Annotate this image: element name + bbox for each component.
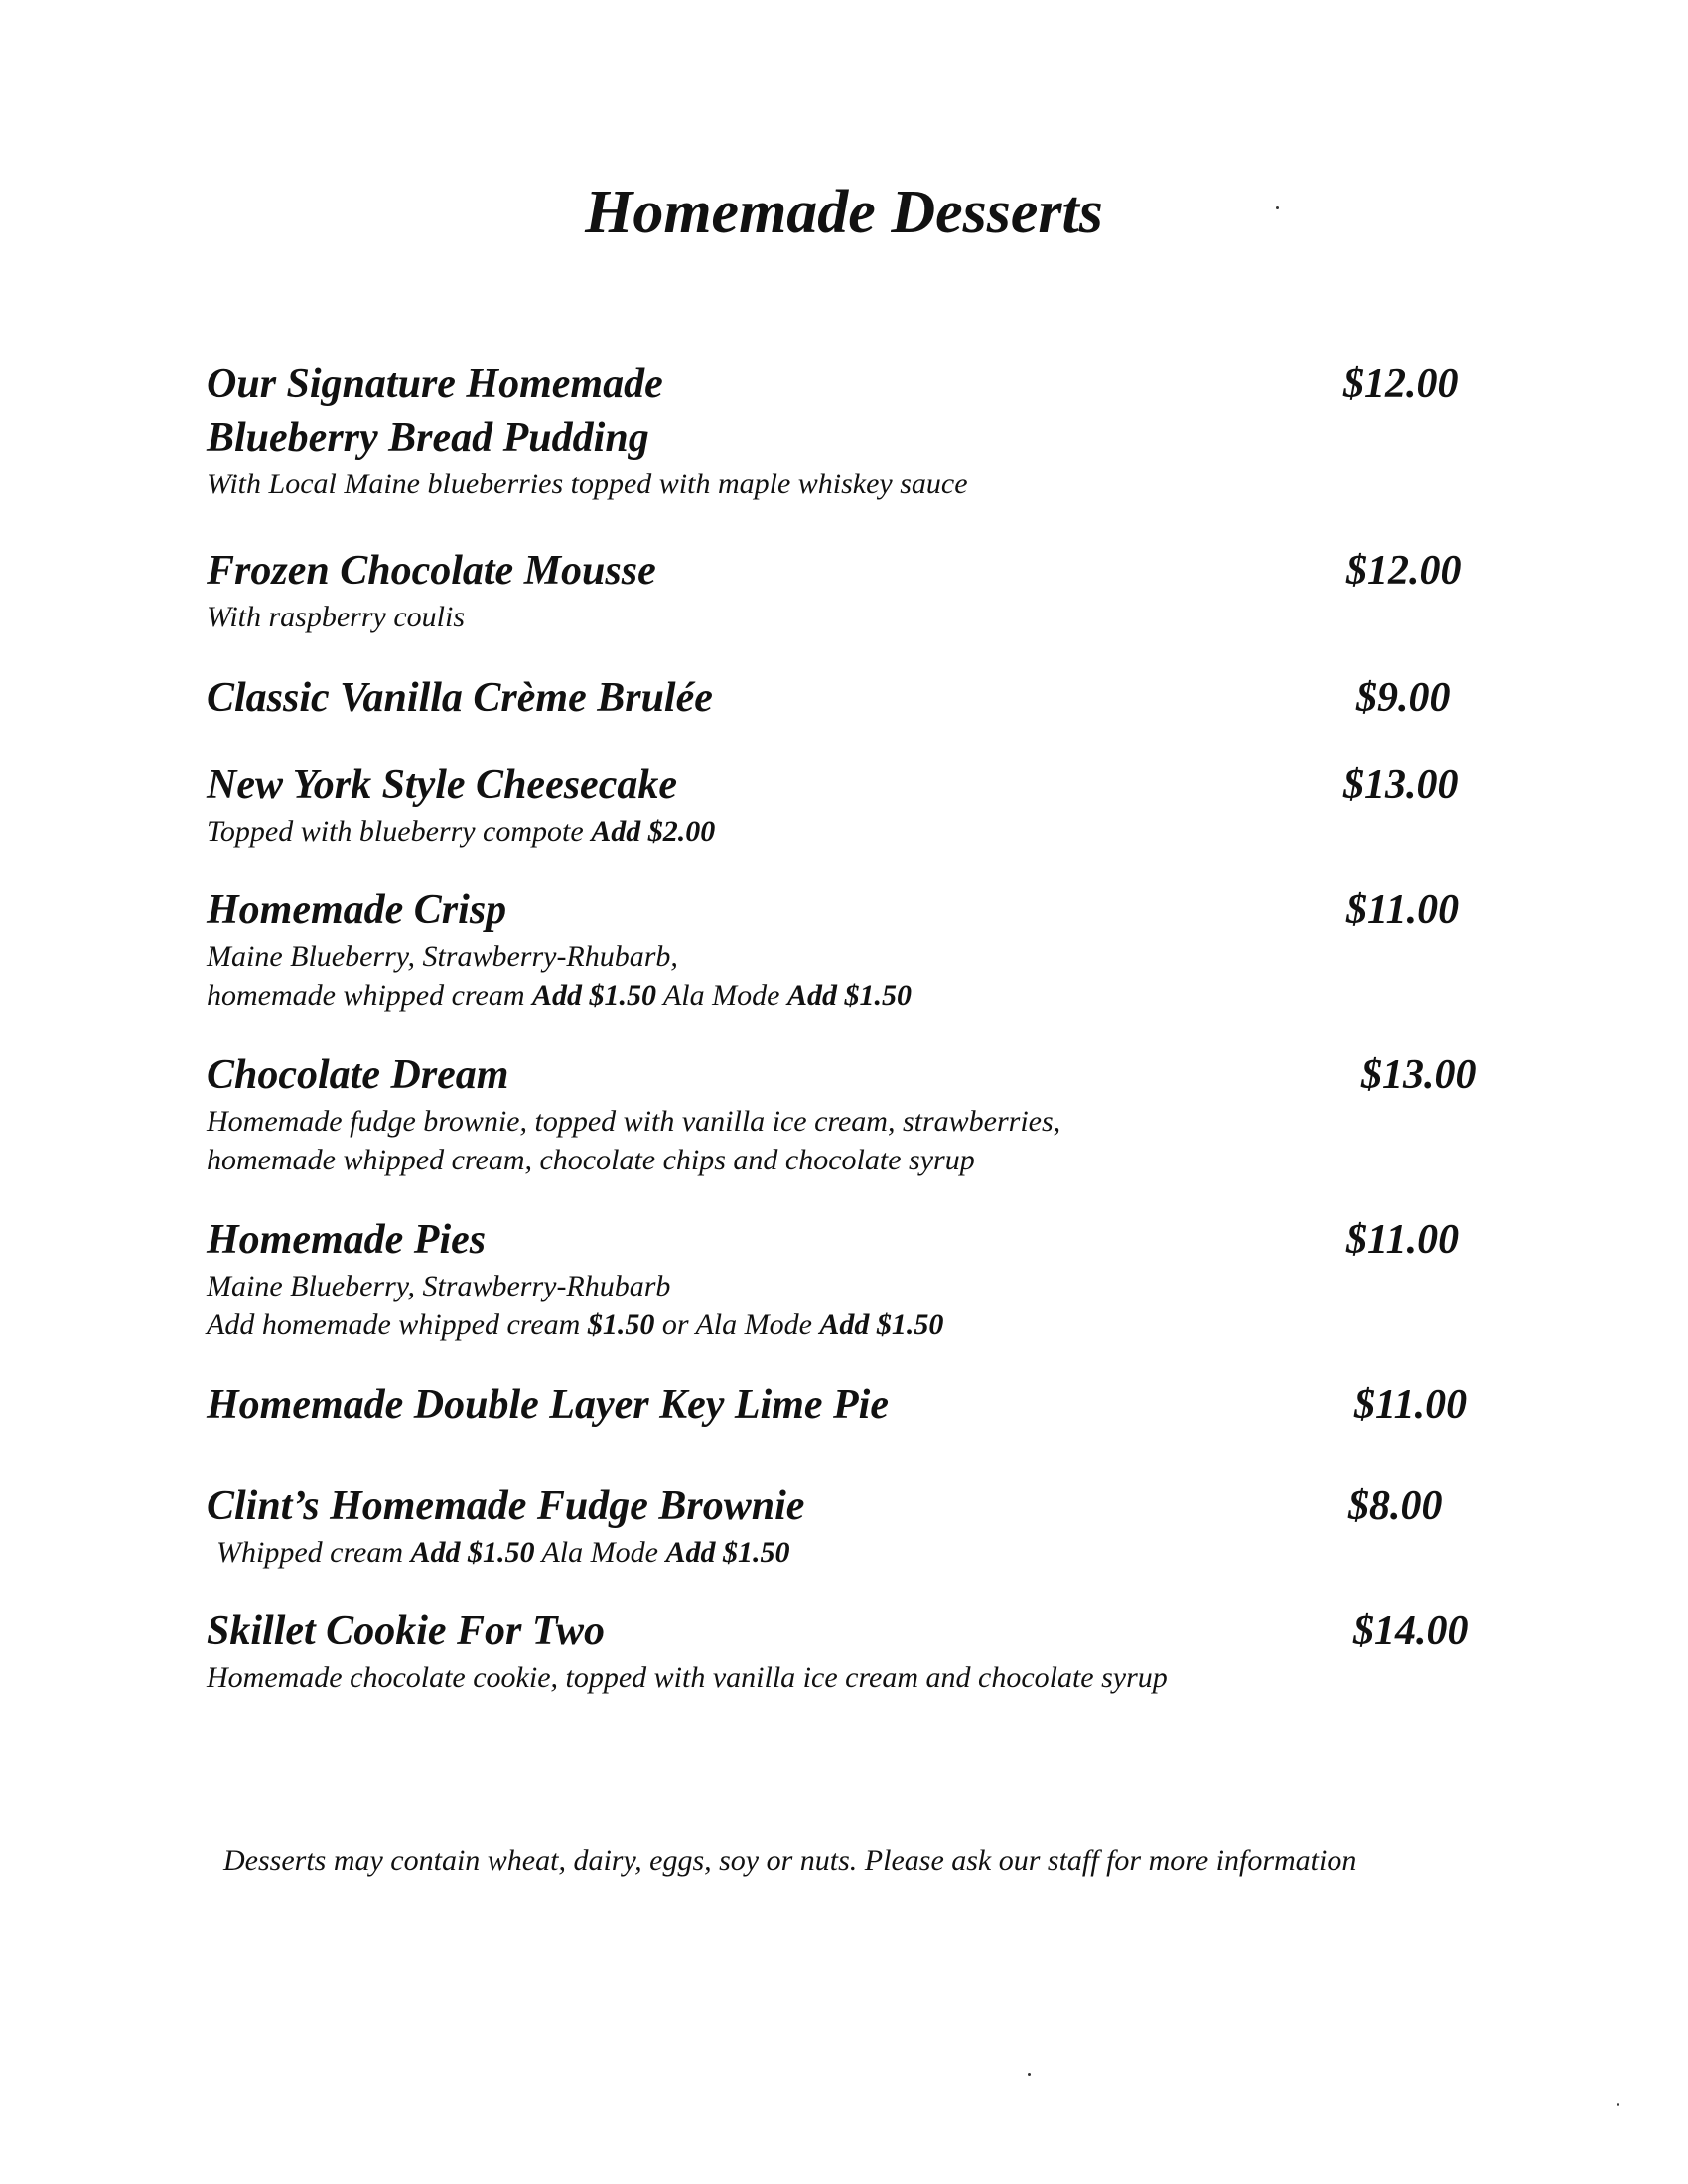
- item-price: $11.00: [1354, 1382, 1468, 1428]
- item-description-line1: Maine Blueberry, Strawberry-Rhubarb: [207, 1270, 671, 1302]
- item-description-line2: [207, 1305, 1497, 1344]
- item-name: Homemade Double Layer Key Lime Pie: [207, 1382, 889, 1428]
- item-description: With Local Maine blueberries topped with maple whiskey sauce: [207, 468, 968, 500]
- menu-item-bread-pudding: [207, 357, 1497, 503]
- item-description-text: Ala Mode: [656, 979, 787, 1012]
- item-description: [207, 812, 1497, 851]
- scan-speck: [1028, 2073, 1031, 2076]
- item-price: $9.00: [1356, 675, 1451, 721]
- menu-item-crisp: [207, 884, 1497, 1015]
- item-addon-price: Add $1.50: [665, 1536, 790, 1569]
- item-name: [207, 357, 1299, 465]
- item-price: $8.00: [1348, 1483, 1443, 1529]
- menu-title: Homemade Desserts: [585, 179, 1103, 246]
- item-name: Frozen Chocolate Mousse: [207, 548, 656, 594]
- item-description-text: homemade whipped cream: [207, 979, 532, 1012]
- menu-item-chocolate-dream: [207, 1048, 1497, 1179]
- menu-item-skillet-cookie: [207, 1604, 1497, 1697]
- item-addon-price: Add $2.00: [591, 815, 716, 848]
- item-description: [207, 1533, 1497, 1571]
- menu-item-pies: [207, 1213, 1497, 1344]
- item-price: $12.00: [1343, 361, 1459, 407]
- scan-speck: [1276, 206, 1279, 209]
- item-name: Clint’s Homemade Fudge Brownie: [207, 1483, 805, 1529]
- item-description-line2: homemade whipped cream, chocolate chips and chocolate syrup: [207, 1144, 975, 1176]
- item-addon-price: Add $1.50: [531, 979, 656, 1012]
- item-description-line1: Homemade fudge brownie, topped with vanilla ice cream, strawberries,: [207, 1105, 1061, 1138]
- item-price: $14.00: [1353, 1608, 1469, 1654]
- item-addon-price: $1.50: [587, 1308, 655, 1341]
- item-price: $13.00: [1343, 762, 1459, 808]
- item-name-line1: Our Signature Homemade: [207, 361, 663, 407]
- menu-item-chocolate-mousse: [207, 544, 1497, 636]
- item-name-line2: Blueberry Bread Pudding: [207, 415, 649, 461]
- item-description-text: Add homemade whipped cream: [207, 1308, 588, 1341]
- item-price: $11.00: [1346, 887, 1460, 933]
- menu-item-key-lime-pie: [207, 1378, 1497, 1432]
- item-name: Homemade Crisp: [207, 887, 507, 933]
- scan-speck: [1617, 2103, 1619, 2106]
- item-description-line2: [207, 976, 1497, 1015]
- menu-item-creme-brulee: [207, 671, 1497, 725]
- item-addon-price: Add $1.50: [786, 979, 912, 1012]
- item-description-text: Whipped cream: [216, 1536, 411, 1569]
- item-addon-price: Add $1.50: [819, 1308, 944, 1341]
- item-description-text: Ala Mode: [534, 1536, 666, 1569]
- item-price: $13.00: [1361, 1052, 1477, 1098]
- menu-item-cheesecake: [207, 758, 1497, 851]
- item-name: New York Style Cheesecake: [207, 762, 677, 808]
- item-description-text: Topped with blueberry compote: [207, 815, 592, 848]
- item-description-line1: Maine Blueberry, Strawberry-Rhubarb,: [207, 940, 678, 973]
- item-description: With raspberry coulis: [207, 601, 465, 633]
- item-price: $11.00: [1346, 1217, 1460, 1263]
- menu-item-fudge-brownie: [207, 1479, 1497, 1571]
- item-name: Classic Vanilla Crème Brulée: [207, 675, 713, 721]
- item-name: Homemade Pies: [207, 1217, 487, 1263]
- allergen-notice: Desserts may contain wheat, dairy, eggs, soy or nuts. Please ask our staff for more information: [223, 1844, 1357, 1877]
- item-description: Homemade chocolate cookie, topped with vanilla ice cream and chocolate syrup: [207, 1661, 1168, 1694]
- item-addon-price: Add $1.50: [410, 1536, 535, 1569]
- item-name: Chocolate Dream: [207, 1052, 509, 1098]
- item-description-text: or Ala Mode: [654, 1308, 820, 1341]
- item-name: Skillet Cookie For Two: [207, 1608, 605, 1654]
- item-price: $12.00: [1346, 548, 1462, 594]
